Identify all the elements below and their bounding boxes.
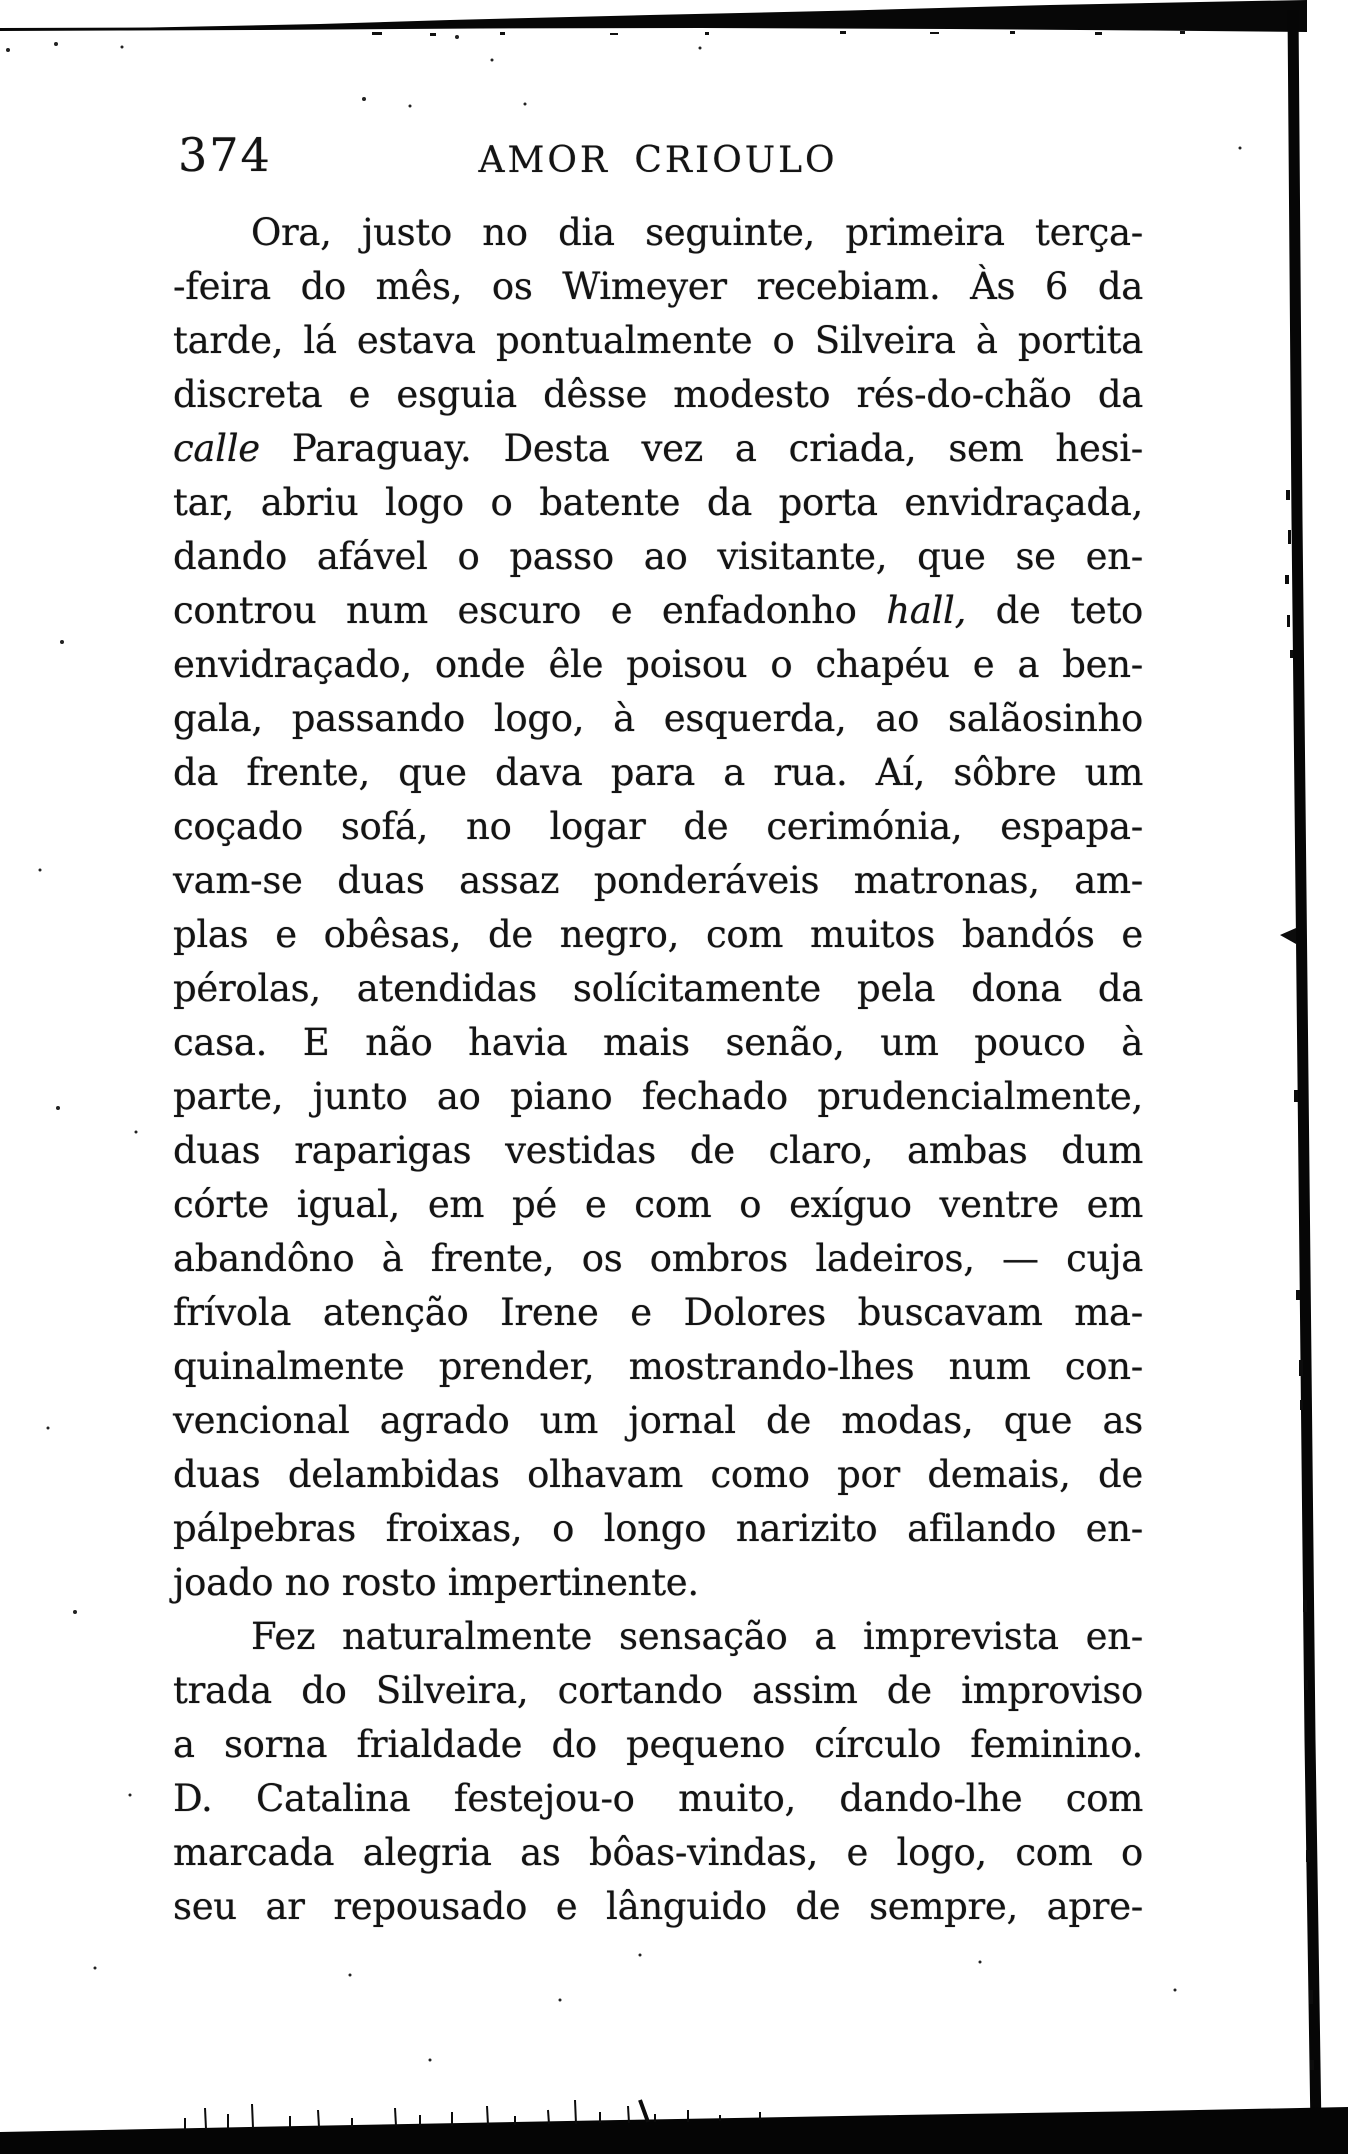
text-segment: pérolas, atendidas solícitamente pela dona da [173, 967, 1143, 1010]
text-line [173, 1016, 1143, 1070]
text-segment: gala, passando logo, à esquerda, ao salãosinho [173, 697, 1143, 740]
text-line [173, 1772, 1143, 1826]
text-line [173, 1556, 1143, 1610]
text-line [173, 584, 1143, 638]
text-line [173, 1070, 1143, 1124]
page-number: 374 [178, 128, 272, 182]
text-segment: Fez naturalmente sensação a imprevista en- [251, 1615, 1143, 1658]
bottom-edge-shadow [0, 2107, 1348, 2154]
text-segment: coçado sofá, no logar de cerimónia, espapa- [173, 805, 1143, 848]
text-segment: da frente, que dava para a rua. Aí, sôbre um [173, 751, 1143, 794]
paragraph [173, 206, 1143, 1610]
text-segment: Paraguay. Desta vez a criada, sem hesi- [259, 427, 1143, 470]
text-line [173, 1286, 1143, 1340]
text-segment: vam-se duas assaz ponderáveis matronas, am- [173, 859, 1143, 902]
text-line [173, 1178, 1143, 1232]
paragraph [173, 1610, 1143, 1934]
text-line [173, 1718, 1143, 1772]
text-segment: envidraçado, onde êle poisou o chapéu e a ben- [173, 643, 1143, 686]
text-segment: de teto [966, 589, 1143, 632]
text-segment: tarde, lá estava pontualmente o Silveira à portita [173, 319, 1143, 362]
text-segment: abandôno à frente, os ombros ladeiros, — cuja [173, 1237, 1143, 1280]
text-segment: pálpebras froixas, o longo narizito afilando en- [173, 1507, 1143, 1550]
text-line [173, 368, 1143, 422]
text-segment: tar, abriu logo o batente da porta envidraçada, [173, 481, 1143, 524]
text-line [173, 1610, 1143, 1664]
text-line [173, 746, 1143, 800]
text-line [173, 260, 1143, 314]
text-segment: a sorna frialdade do pequeno círculo feminino. [173, 1723, 1143, 1766]
text-line [173, 1448, 1143, 1502]
text-segment: discreta e esguia dêsse modesto rés-do-chão da [173, 373, 1143, 416]
text-line [173, 1340, 1143, 1394]
text-line [173, 1124, 1143, 1178]
text-line [173, 530, 1143, 584]
bottom-edge-noise [185, 2100, 760, 2130]
text-segment: plas e obêsas, de negro, com muitos bandós e [173, 913, 1143, 956]
top-edge-noise [372, 31, 1185, 36]
text-segment: controu num escuro e enfadonho [173, 589, 887, 632]
text-block [173, 206, 1143, 1934]
text-line [173, 1232, 1143, 1286]
text-line [173, 1664, 1143, 1718]
top-edge-shadow [0, 0, 1307, 32]
text-segment: trada do Silveira, cortando assim de improviso [173, 1669, 1143, 1712]
text-segment: dando afável o passo ao visitante, que se en- [173, 535, 1143, 578]
text-segment: Ora, justo no dia seguinte, primeira terça- [251, 211, 1143, 254]
text-segment: seu ar repousado e lânguido de sempre, apre- [173, 1885, 1143, 1928]
text-segment: duas raparigas vestidas de claro, ambas dum [173, 1129, 1143, 1172]
text-line [173, 638, 1143, 692]
text-segment: marcada alegria as bôas-vindas, e logo, com o [173, 1831, 1143, 1874]
text-line [173, 1394, 1143, 1448]
text-segment: parte, junto ao piano fechado prudencialmente, [173, 1075, 1143, 1118]
text-line [173, 692, 1143, 746]
text-line [173, 908, 1143, 962]
text-segment: quinalmente prender, mostrando-lhes num con- [173, 1345, 1143, 1388]
text-segment: duas delambidas olhavam como por demais, de [173, 1453, 1143, 1496]
text-line [173, 854, 1143, 908]
text-line [173, 800, 1143, 854]
running-title: AMOR CRIOULO [478, 140, 838, 181]
italic-text-segment: hall, [886, 589, 967, 632]
text-line [173, 422, 1143, 476]
spine-line-noise [1280, 490, 1314, 2070]
text-segment: -feira do mês, os Wimeyer recebiam. Às 6 da [173, 265, 1143, 308]
text-segment: vencional agrado um jornal de modas, que as [173, 1399, 1143, 1442]
text-line [173, 962, 1143, 1016]
text-line [173, 314, 1143, 368]
text-line [173, 1826, 1143, 1880]
text-segment: casa. E não havia mais senão, um pouco à [173, 1021, 1143, 1064]
text-segment: D. Catalina festejou-o muito, dando-lhe com [173, 1777, 1143, 1820]
text-segment: córte igual, em pé e com o exíguo ventre em [173, 1183, 1143, 1226]
text-line [173, 476, 1143, 530]
text-line [173, 1880, 1143, 1934]
text-segment: frívola atenção Irene e Dolores buscavam ma- [173, 1291, 1143, 1334]
italic-text-segment: calle [173, 427, 260, 470]
text-line [173, 1502, 1143, 1556]
text-line [173, 206, 1143, 260]
spine-shadow-line [1293, 10, 1316, 2130]
text-segment: joado no rosto impertinente. [173, 1561, 699, 1604]
